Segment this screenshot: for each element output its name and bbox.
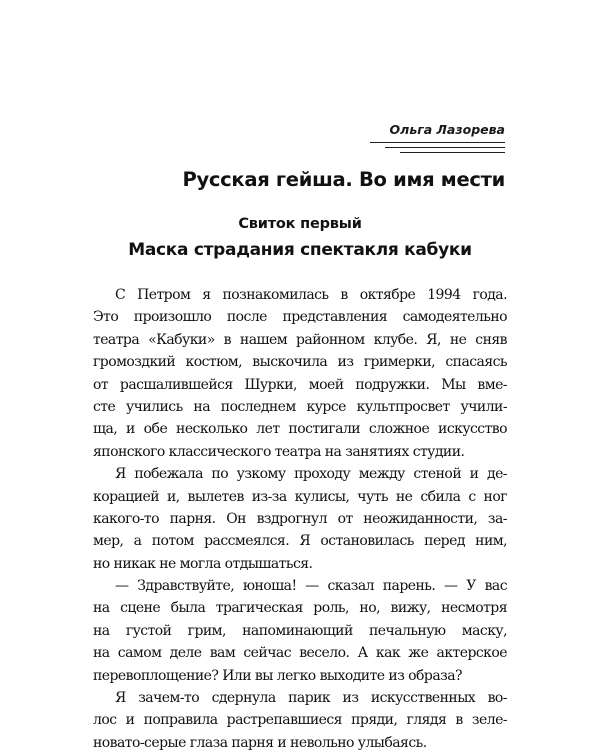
text-line: на густой грим, напоминающий печальную маску,: [93, 622, 507, 639]
chapter-number: Свиток первый: [238, 216, 362, 232]
chapter-title: Маска страдания спектакля кабуки: [128, 240, 472, 260]
text-line: громоздкий костюм, выскочила из гримерки, спасаясь: [93, 354, 507, 371]
text-line: на сцене была трагическая роль, но, вижу, несмотря: [93, 600, 507, 617]
text-line: перевоплощение? Или вы легко выходите из образа?: [93, 667, 462, 684]
text-line: театра «Кабуки» в нашем районном клубе. Я, не сняв: [93, 331, 507, 348]
header-rule-1: [370, 142, 505, 143]
body-text: [93, 284, 507, 754]
text-line: от расшалившейся Шурки, моей подружки. Мы вме-: [93, 376, 507, 393]
book-title: Русская гейша. Во имя мести: [182, 168, 505, 191]
text-line: но никак не могла отдышаться.: [93, 555, 313, 572]
text-line: лос и поправила растрепавшиеся пряди, глядя в зеле-: [93, 712, 507, 729]
header-rule-3: [400, 152, 505, 153]
text-line: Я зачем-то сдернула парик из искусственных во-: [115, 690, 507, 707]
header-rule-2: [385, 147, 505, 148]
text-line: С Петром я познакомилась в октябре 1994 года.: [115, 287, 507, 303]
text-line: японского классического театра на занятиях студии.: [93, 443, 465, 460]
text-line: корацией и, вылетев из-за кулисы, чуть не сбила с ног: [93, 488, 507, 505]
text-line: новато-серые глаза парня и невольно улыбаясь.: [93, 734, 427, 751]
text-line: мер, а потом рассмеялся. Я остановилась перед ним,: [93, 533, 507, 550]
text-line: на самом деле вам сейчас весело. А как же актерское: [93, 645, 507, 662]
text-line: сте учились на последнем курсе культпросвет учили-: [93, 398, 507, 415]
text-line: Я побежала по узкому проходу между стеной и де-: [115, 466, 507, 483]
text-line: Это произошло после представления самодеятельно: [93, 309, 507, 326]
text-line: какого-то парня. Он вздрогнул от неожиданности, за-: [93, 510, 507, 527]
text-line: ща, и обе несколько лет постигали сложное искусство: [93, 421, 507, 438]
text-line: — Здравствуйте, юноша! — сказал парень. — У вас: [115, 578, 507, 595]
running-header-author: Ольга Лазорева: [389, 122, 505, 137]
